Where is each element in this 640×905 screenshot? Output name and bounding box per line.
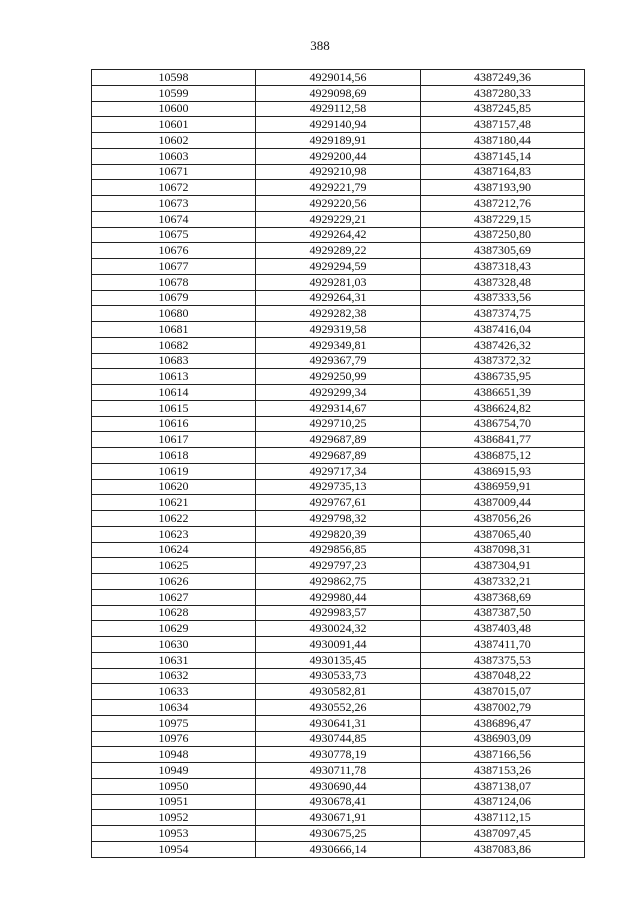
x-coordinate-cell: 4930552,26	[256, 700, 421, 716]
point-number-cell: 10618	[92, 448, 256, 464]
x-coordinate-cell: 4929098,69	[256, 85, 421, 101]
x-coordinate-cell: 4929289,22	[256, 243, 421, 259]
table-row	[92, 668, 585, 684]
point-number-cell: 10624	[92, 542, 256, 558]
x-coordinate-cell: 4930582,81	[256, 684, 421, 700]
y-coordinate-cell: 4386959,91	[421, 479, 585, 495]
point-number-cell: 10627	[92, 589, 256, 605]
table-row	[92, 306, 585, 322]
x-coordinate-cell: 4930711,78	[256, 763, 421, 779]
y-coordinate-cell: 4387333,56	[421, 290, 585, 306]
point-number-cell: 10677	[92, 259, 256, 275]
x-coordinate-cell: 4929200,44	[256, 148, 421, 164]
table-row	[92, 211, 585, 227]
point-number-cell: 10600	[92, 101, 256, 117]
table-row	[92, 196, 585, 212]
point-number-cell: 10629	[92, 621, 256, 637]
x-coordinate-cell: 4930671,91	[256, 810, 421, 826]
y-coordinate-cell: 4387328,48	[421, 274, 585, 290]
point-number-cell: 10602	[92, 133, 256, 149]
table-row	[92, 274, 585, 290]
table-row	[92, 243, 585, 259]
table-row	[92, 117, 585, 133]
table-row	[92, 400, 585, 416]
x-coordinate-cell: 4929983,57	[256, 605, 421, 621]
x-coordinate-cell: 4929282,38	[256, 306, 421, 322]
table-row	[92, 574, 585, 590]
point-number-cell: 10951	[92, 794, 256, 810]
x-coordinate-cell: 4929229,21	[256, 211, 421, 227]
x-coordinate-cell: 4929856,85	[256, 542, 421, 558]
point-number-cell: 10675	[92, 227, 256, 243]
table-row	[92, 826, 585, 842]
point-number-cell: 10631	[92, 652, 256, 668]
point-number-cell: 10622	[92, 511, 256, 527]
point-number-cell: 10599	[92, 85, 256, 101]
y-coordinate-cell: 4387368,69	[421, 589, 585, 605]
table-row	[92, 416, 585, 432]
y-coordinate-cell: 4387145,14	[421, 148, 585, 164]
x-coordinate-cell: 4929767,61	[256, 495, 421, 511]
x-coordinate-cell: 4929349,81	[256, 337, 421, 353]
table-row	[92, 841, 585, 857]
x-coordinate-cell: 4930024,32	[256, 621, 421, 637]
point-number-cell: 10603	[92, 148, 256, 164]
table-row	[92, 637, 585, 653]
x-coordinate-cell: 4930690,44	[256, 778, 421, 794]
point-number-cell: 10630	[92, 637, 256, 653]
x-coordinate-cell: 4929264,31	[256, 290, 421, 306]
point-number-cell: 10975	[92, 715, 256, 731]
x-coordinate-cell: 4930675,25	[256, 826, 421, 842]
point-number-cell: 10680	[92, 306, 256, 322]
x-coordinate-cell: 4929294,59	[256, 259, 421, 275]
x-coordinate-cell: 4929264,42	[256, 227, 421, 243]
x-coordinate-cell: 4930666,14	[256, 841, 421, 857]
y-coordinate-cell: 4387411,70	[421, 637, 585, 653]
point-number-cell: 10616	[92, 416, 256, 432]
y-coordinate-cell: 4387112,15	[421, 810, 585, 826]
table-row	[92, 731, 585, 747]
y-coordinate-cell: 4387065,40	[421, 526, 585, 542]
x-coordinate-cell: 4929710,25	[256, 416, 421, 432]
point-number-cell: 10598	[92, 70, 256, 86]
y-coordinate-cell: 4386651,39	[421, 385, 585, 401]
x-coordinate-cell: 4929820,39	[256, 526, 421, 542]
point-number-cell: 10621	[92, 495, 256, 511]
table-row	[92, 133, 585, 149]
x-coordinate-cell: 4930778,19	[256, 747, 421, 763]
point-number-cell: 10676	[92, 243, 256, 259]
x-coordinate-cell: 4929250,99	[256, 369, 421, 385]
table-row	[92, 337, 585, 353]
x-coordinate-cell: 4929189,91	[256, 133, 421, 149]
y-coordinate-cell: 4386915,93	[421, 463, 585, 479]
x-coordinate-cell: 4929797,23	[256, 558, 421, 574]
point-number-cell: 10628	[92, 605, 256, 621]
table-row	[92, 227, 585, 243]
point-number-cell: 10617	[92, 432, 256, 448]
x-coordinate-cell: 4929735,13	[256, 479, 421, 495]
y-coordinate-cell: 4387250,80	[421, 227, 585, 243]
y-coordinate-cell: 4386875,12	[421, 448, 585, 464]
point-number-cell: 10953	[92, 826, 256, 842]
x-coordinate-cell: 4929299,34	[256, 385, 421, 401]
y-coordinate-cell: 4386841,77	[421, 432, 585, 448]
table-row	[92, 747, 585, 763]
x-coordinate-cell: 4930678,41	[256, 794, 421, 810]
x-coordinate-cell: 4930744,85	[256, 731, 421, 747]
coordinates-table	[91, 69, 585, 858]
point-number-cell: 10976	[92, 731, 256, 747]
point-number-cell: 10673	[92, 196, 256, 212]
x-coordinate-cell: 4929367,79	[256, 353, 421, 369]
table-row	[92, 542, 585, 558]
x-coordinate-cell: 4929281,03	[256, 274, 421, 290]
y-coordinate-cell: 4387372,32	[421, 353, 585, 369]
y-coordinate-cell: 4387305,69	[421, 243, 585, 259]
point-number-cell: 10681	[92, 322, 256, 338]
y-coordinate-cell: 4387157,48	[421, 117, 585, 133]
y-coordinate-cell: 4387304,91	[421, 558, 585, 574]
table-row	[92, 700, 585, 716]
y-coordinate-cell: 4386896,47	[421, 715, 585, 731]
y-coordinate-cell: 4387098,31	[421, 542, 585, 558]
table-row	[92, 715, 585, 731]
y-coordinate-cell: 4387212,76	[421, 196, 585, 212]
y-coordinate-cell: 4387387,50	[421, 605, 585, 621]
point-number-cell: 10614	[92, 385, 256, 401]
y-coordinate-cell: 4387056,26	[421, 511, 585, 527]
table-row	[92, 558, 585, 574]
x-coordinate-cell: 4929798,32	[256, 511, 421, 527]
point-number-cell: 10615	[92, 400, 256, 416]
point-number-cell: 10683	[92, 353, 256, 369]
y-coordinate-cell: 4387097,45	[421, 826, 585, 842]
point-number-cell: 10633	[92, 684, 256, 700]
y-coordinate-cell: 4387153,26	[421, 763, 585, 779]
y-coordinate-cell: 4386624,82	[421, 400, 585, 416]
y-coordinate-cell: 4387229,15	[421, 211, 585, 227]
table-row	[92, 511, 585, 527]
point-number-cell: 10674	[92, 211, 256, 227]
y-coordinate-cell: 4387193,90	[421, 180, 585, 196]
table-row	[92, 290, 585, 306]
x-coordinate-cell: 4929717,34	[256, 463, 421, 479]
y-coordinate-cell: 4387318,43	[421, 259, 585, 275]
table-row	[92, 85, 585, 101]
point-number-cell: 10671	[92, 164, 256, 180]
y-coordinate-cell: 4387375,53	[421, 652, 585, 668]
table-row	[92, 684, 585, 700]
table-row	[92, 432, 585, 448]
y-coordinate-cell: 4387426,32	[421, 337, 585, 353]
point-number-cell: 10613	[92, 369, 256, 385]
x-coordinate-cell: 4929220,56	[256, 196, 421, 212]
point-number-cell: 10952	[92, 810, 256, 826]
y-coordinate-cell: 4387416,04	[421, 322, 585, 338]
table-row	[92, 70, 585, 86]
y-coordinate-cell: 4387245,85	[421, 101, 585, 117]
y-coordinate-cell: 4387180,44	[421, 133, 585, 149]
y-coordinate-cell: 4387249,36	[421, 70, 585, 86]
y-coordinate-cell: 4387083,86	[421, 841, 585, 857]
point-number-cell: 10620	[92, 479, 256, 495]
y-coordinate-cell: 4387009,44	[421, 495, 585, 511]
point-number-cell: 10682	[92, 337, 256, 353]
x-coordinate-cell: 4929112,58	[256, 101, 421, 117]
x-coordinate-cell: 4929862,75	[256, 574, 421, 590]
y-coordinate-cell: 4387048,22	[421, 668, 585, 684]
point-number-cell: 10601	[92, 117, 256, 133]
y-coordinate-cell: 4387124,06	[421, 794, 585, 810]
table-row	[92, 479, 585, 495]
x-coordinate-cell: 4929319,58	[256, 322, 421, 338]
y-coordinate-cell: 4386735,95	[421, 369, 585, 385]
table-row	[92, 148, 585, 164]
y-coordinate-cell: 4387138,07	[421, 778, 585, 794]
point-number-cell: 10679	[92, 290, 256, 306]
point-number-cell: 10634	[92, 700, 256, 716]
x-coordinate-cell: 4929687,89	[256, 448, 421, 464]
point-number-cell: 10626	[92, 574, 256, 590]
table-row	[92, 652, 585, 668]
table-row	[92, 164, 585, 180]
table-row	[92, 448, 585, 464]
point-number-cell: 10672	[92, 180, 256, 196]
coordinates-table-body	[92, 70, 585, 858]
y-coordinate-cell: 4387002,79	[421, 700, 585, 716]
table-row	[92, 259, 585, 275]
table-row	[92, 621, 585, 637]
table-row	[92, 463, 585, 479]
y-coordinate-cell: 4387015,07	[421, 684, 585, 700]
table-row	[92, 369, 585, 385]
page-number: 388	[310, 38, 330, 53]
table-row	[92, 101, 585, 117]
point-number-cell: 10948	[92, 747, 256, 763]
y-coordinate-cell: 4386903,09	[421, 731, 585, 747]
y-coordinate-cell: 4387166,56	[421, 747, 585, 763]
x-coordinate-cell: 4930641,31	[256, 715, 421, 731]
table-row	[92, 526, 585, 542]
table-row	[92, 763, 585, 779]
x-coordinate-cell: 4929687,89	[256, 432, 421, 448]
point-number-cell: 10632	[92, 668, 256, 684]
table-row	[92, 589, 585, 605]
y-coordinate-cell: 4387164,83	[421, 164, 585, 180]
table-row	[92, 794, 585, 810]
y-coordinate-cell: 4387403,48	[421, 621, 585, 637]
x-coordinate-cell: 4930135,45	[256, 652, 421, 668]
point-number-cell: 10625	[92, 558, 256, 574]
y-coordinate-cell: 4387280,33	[421, 85, 585, 101]
point-number-cell: 10678	[92, 274, 256, 290]
x-coordinate-cell: 4929014,56	[256, 70, 421, 86]
point-number-cell: 10950	[92, 778, 256, 794]
x-coordinate-cell: 4930533,73	[256, 668, 421, 684]
point-number-cell: 10954	[92, 841, 256, 857]
table-row	[92, 810, 585, 826]
x-coordinate-cell: 4929314,67	[256, 400, 421, 416]
point-number-cell: 10623	[92, 526, 256, 542]
table-row	[92, 385, 585, 401]
x-coordinate-cell: 4929140,94	[256, 117, 421, 133]
table-row	[92, 605, 585, 621]
x-coordinate-cell: 4929221,79	[256, 180, 421, 196]
y-coordinate-cell: 4387332,21	[421, 574, 585, 590]
table-row	[92, 495, 585, 511]
table-row	[92, 322, 585, 338]
table-row	[92, 778, 585, 794]
y-coordinate-cell: 4387374,75	[421, 306, 585, 322]
table-row	[92, 180, 585, 196]
point-number-cell: 10949	[92, 763, 256, 779]
x-coordinate-cell: 4930091,44	[256, 637, 421, 653]
y-coordinate-cell: 4386754,70	[421, 416, 585, 432]
point-number-cell: 10619	[92, 463, 256, 479]
table-row	[92, 353, 585, 369]
x-coordinate-cell: 4929980,44	[256, 589, 421, 605]
x-coordinate-cell: 4929210,98	[256, 164, 421, 180]
